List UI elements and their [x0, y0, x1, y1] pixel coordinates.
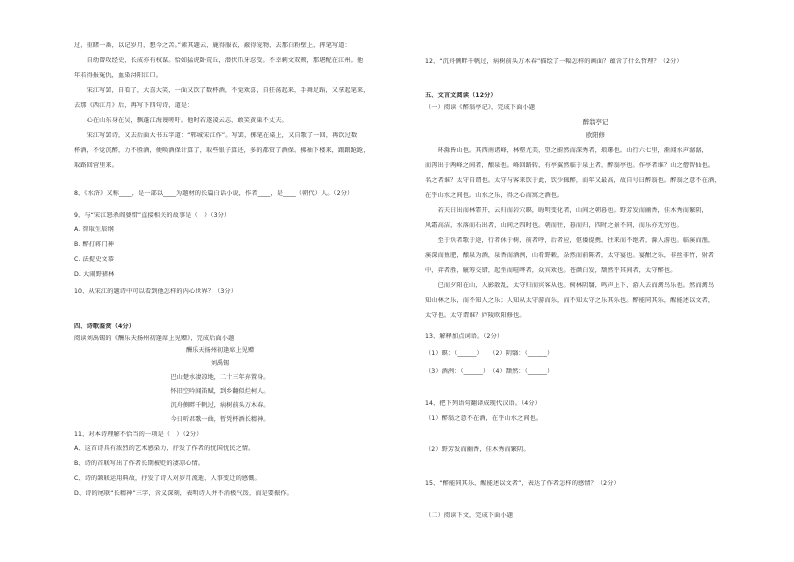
section-4-intro: 阅读刘禹锡的《酬乐天扬州初逢席上见赠》，完成后面小题	[74, 335, 235, 342]
question-12: 12、“沉舟侧畔千帆过，病树前头万木春”描绘了一幅怎样的画面？蕴含了什么哲理？（2分）	[425, 58, 683, 65]
question-14-item-2: （2）野芳发而幽香，佳木秀而繁阴。	[425, 446, 530, 453]
poem-line: 今日听君歌一曲，暂凭杯酒长精神。	[170, 416, 270, 423]
essay-line: 环滁皆山也。其西南诸峰，林壑尤美，望之蔚然而深秀者，琅琊也。山行六七里，渐闻水声潺潺，	[425, 147, 708, 154]
poem-author: 刘禹锡	[210, 360, 230, 367]
essay-author: 欧阳修	[585, 131, 606, 139]
question-13-row-2: （3）酒洌：（______） （4）颓然：（______）	[425, 368, 554, 375]
question-14: 14、把下列语句翻译成现代汉语。（4分）	[425, 400, 541, 407]
passage-line: 宋江写罢诗，又去后面大书五字道：“郓城宋江作”。写罢，掷笔在桌上，又自歌了一回，再饮过数	[74, 132, 358, 139]
question-13: 13、解释加点词语。（2分）	[425, 333, 504, 340]
passage-line: 取路回营里来。	[74, 162, 119, 169]
section-5-heading: 五、文言文阅读（12分）	[425, 92, 497, 99]
essay-line: 至于负者歌于途，行者休于树，前者呼，后者应，伛偻提携，往来而不绝者，滁人游也。临溪而渔，	[425, 237, 715, 244]
essay-title: 醉翁亭记	[582, 118, 609, 126]
essay-line: 而泻出于两峰之间者，酿泉也。峰回路转，有亭翼然临于泉上者，醉翁亭也。作亭者谁？山之僧智仙也。	[425, 162, 715, 169]
poem-line: 怀旧空吟闻笛赋，到乡翻似烂柯人。	[170, 388, 270, 395]
question-8: 8、《水浒》又称____，是一部以____为题材的长篇白话小说，作者____，是____（朝代）人。（2分）	[74, 190, 354, 197]
question-9: 9、与“宋江怒杀阎婆惜”直接相关的故事是（ ）（3分）	[74, 212, 231, 219]
passage-line: 杯酒，不觉沉醉，力不胜酒，便唤酒保计算了，取些银子算还，多的都赏了酒保。拂袖下楼来，踉踉跄跄，	[74, 147, 370, 154]
question-14-item-1: （1）醉翁之意不在酒，在乎山水之间也。	[425, 415, 543, 422]
question-10: 10、从宋江的题诗中可以看到他怎样的内心世界？（3分）	[74, 288, 238, 295]
section-4-heading: 四、诗歌鉴赏（4分）	[74, 323, 135, 330]
option-a: A. 智取生辰纲	[74, 226, 114, 233]
section-5-part-1: （一）阅读《醉翁亭记》，完成下面小题	[425, 104, 536, 111]
essay-line: 已而夕阳在山，人影散乱，太守归而宾客从也。树林阴翳，鸣声上下，游人去而禽鸟乐也。然而禽鸟	[425, 282, 715, 289]
question-11: 11、对本诗理解不恰当的一项是（ ）（2分）	[74, 431, 203, 438]
option-c: C. 法捉史文恭	[74, 256, 114, 263]
essay-line: 知山林之乐，而不知人之乐；人知从太守游而乐，而不知太守之乐其乐也。醉能同其乐，醒能述以文者，	[425, 297, 715, 304]
question-15: 15、“醉能同其乐，醒能述以文者”，表达了作者怎样的感情？（2分）	[425, 480, 620, 487]
essay-line: 溪深而鱼肥，酿泉为酒，泉香而酒洌，山肴野蔌，杂然而前陈者，太守宴也。宴酣之乐，非丝非竹，射者	[425, 252, 715, 259]
essay-line: 中，弈者胜，觥筹交错，起坐而喧哗者，众宾欢也。苍颜白发，颓然乎其间者，太守醉也。	[425, 267, 677, 274]
option-c: C、诗的颔联运用典故，抒发了诗人对岁月流逝、人事变迁的感慨。	[74, 475, 261, 482]
option-b: B. 醉打蒋门神	[74, 241, 114, 248]
option-d: D、诗的尾联“长精神”三字，含义深刻，表明诗人并不消极气馁，而是要振作。	[74, 490, 293, 497]
poem-line: 沉舟侧畔千帆过，病树前头万木春。	[170, 402, 270, 409]
essay-line: 在乎山水之间也。山水之乐，得之心而寓之酒也。	[425, 192, 564, 199]
option-d: D. 大闹野猪林	[74, 271, 115, 278]
passage-line: 心在山东身在吴，飘蓬江海谩嗟吁。他时若遂凌云志，敢笑黄巢不丈夫。	[74, 117, 288, 124]
passage-line: 过，重睹一番，以记岁月，想今之苦。”素其题云，鹿得服衣，蔽得宠物，去那白粉壁上，挥笔写道：	[74, 42, 351, 49]
essay-line: 太守也。太守谓谁？庐陵欧阳修也。	[425, 312, 526, 319]
option-a: A、这首诗具有浓烈的艺术感染力，抒发了作者的忧国忧民之情。	[74, 445, 255, 452]
passage-line: 宋江写罢，自看了，大喜大笑，一面又饮了数杯酒，不觉欢喜，自狂荡起来，手舞足蹈，又拿起笔来，	[74, 87, 370, 94]
passage-line: 自幼曾攻经史，长成亦有权谋。恰如猛虎卧荒丘，潜伏爪牙忍受。不幸刺文双颊，那堪配在江州。他	[74, 57, 364, 64]
section-5-part-2: （二）阅读下文，完成下面小题	[425, 512, 514, 519]
option-b: B、诗的首联写出了作者长期被贬的凄凉心情。	[74, 460, 205, 467]
passage-line: 去那《西江月》后，再写下四句诗，道是：	[74, 102, 194, 109]
essay-line: 名之者谁？太守自谓也。太守与客来饮于此，饮少辄醉，而年又最高，故自号曰醉翁也。醉翁之意不在酒，	[425, 177, 721, 184]
poem-line: 巴山楚水凄凉地，二十三年弃置身。	[170, 374, 270, 381]
question-13-row-1: （1）暝：（______） （2）阴翳：（______）	[425, 350, 554, 357]
essay-line: 若夫日出而林霏开，云归而岩穴暝，晦明变化者，山间之朝暮也。野芳发而幽香，佳木秀而繁阴，	[425, 207, 708, 214]
poem-title: 酬乐天扬州初逢席上见赠	[185, 347, 255, 354]
passage-line: 年若得报冤仇，血染浔阳江口。	[74, 72, 163, 79]
essay-line: 风霜高洁，水落而石出者，山间之四时也。朝而往，暮而归，四时之景不同，而乐亦无穷也。	[425, 222, 683, 229]
